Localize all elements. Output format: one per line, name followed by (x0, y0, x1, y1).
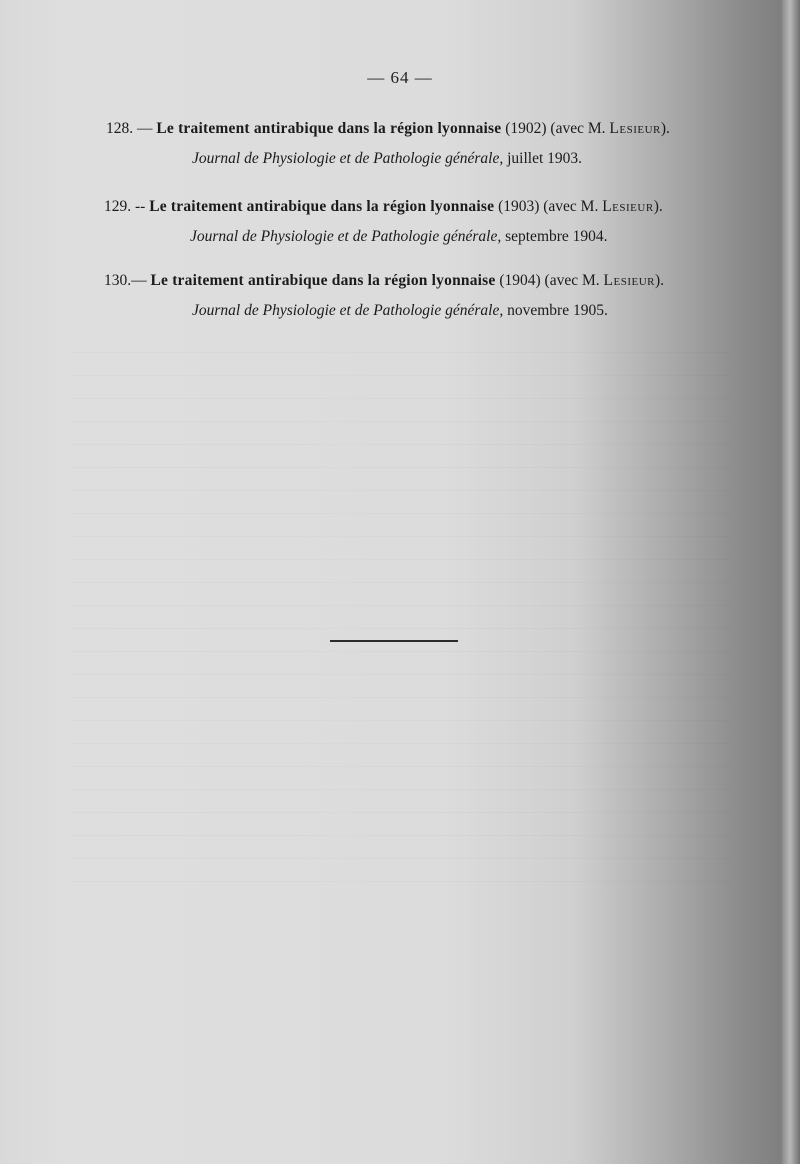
entry-title: Le traitement antirabique dans la région lyonnaise (156, 120, 502, 137)
section-rule (330, 640, 458, 642)
entry-year-collab: (1902) (avec M. (505, 120, 606, 137)
entry-citation (192, 302, 664, 320)
bleed-through-text (70, 330, 730, 890)
entry-citation (192, 150, 670, 168)
entry-title: Le traitement antirabique dans la région lyonnaise (149, 198, 495, 215)
entry-heading (104, 272, 664, 290)
entry-heading (104, 198, 663, 216)
entry-number: 129. -- (104, 198, 146, 215)
entry-year-collab: (1903) (avec M. (498, 198, 599, 215)
entry-heading (106, 120, 670, 138)
entry-number: 128. — (106, 120, 153, 137)
bibliography-entry (106, 120, 670, 168)
page-edge-shadow (782, 0, 800, 1164)
entry-close: ). (654, 272, 665, 289)
entry-close: ). (660, 120, 670, 137)
bibliography-entry (104, 272, 664, 320)
entry-title: Le traitement antirabique dans la région lyonnaise (150, 272, 496, 289)
entry-coauthor: Lesieur (602, 198, 654, 215)
entry-number: 130.— (104, 272, 147, 289)
bibliography-entry (104, 198, 663, 246)
entry-year-collab: (1904) (avec M. (499, 272, 600, 289)
entry-date: septembre 1904. (505, 228, 608, 245)
entry-close: ). (653, 198, 663, 215)
entry-citation (190, 228, 663, 246)
entry-date: juillet 1903. (507, 150, 583, 167)
entry-journal: Journal de Physiologie et de Pathologie générale, (192, 150, 504, 167)
entry-journal: Journal de Physiologie et de Pathologie générale, (190, 228, 502, 245)
entry-coauthor: Lesieur (609, 120, 661, 137)
entry-date: novembre 1905. (507, 302, 608, 319)
entry-coauthor: Lesieur (603, 272, 655, 289)
page-number: — 64 — (367, 68, 433, 87)
entry-journal: Journal de Physiologie et de Pathologie générale, (192, 302, 504, 319)
